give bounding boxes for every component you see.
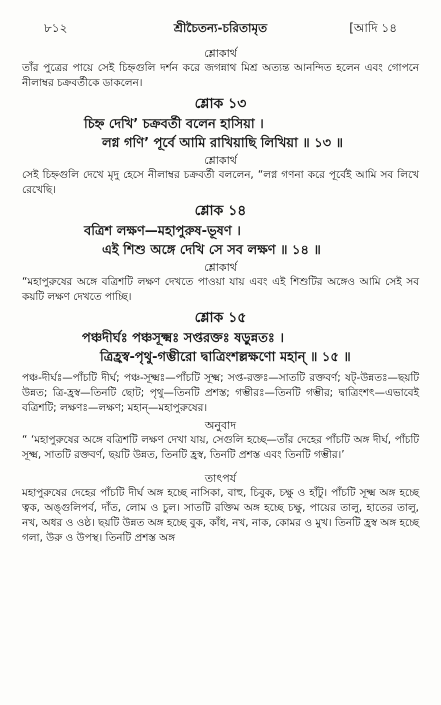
page-number: ৮১২ <box>44 21 68 35</box>
anubad-text: “ ‘মহাপুরুষের অঙ্গে বত্রিশটি লক্ষণ দেখা যায়, সেগুলি হচ্ছে—তাঁর দেহের পাঁচটি অঙ্গ দীর্ঘ, পাঁচটি সূক্ষ্ম, সাতটি রক্তবর্ণ, ছয়টি উন্নত, তিনটি হ্রস্ব, তিনটি প্রশস্ত এবং তিনটি গম্ভীর।’ <box>22 434 419 461</box>
translation-label: শ্লোকার্থ <box>204 154 237 167</box>
translation-label: শ্লোকার্থ <box>204 47 237 60</box>
translation-text: সেই চিহ্নগুলি দেখে মৃদু হেসে নীলাম্বর চক্রবর্তী বললেন, “লগ্ন গণনা করে পূর্বেই আমি সব লিখে রেখেছি। <box>22 169 419 196</box>
translation-text: তাঁর পুত্রের পায়ে সেই চিহ্নগুলি দর্শন করে জগন্নাথ মিশ্র অত্যন্ত আনন্দিত হলেন এবং গোপনে নীলাম্বর চক্রবর্তীকে ডাকলেন। <box>22 62 419 89</box>
chapter-ref: [আদি ১৪ <box>349 21 397 35</box>
translation-text: “মহাপুরুষের অঙ্গে বত্রিশটি লক্ষণ দেখতে পাওয়া যায় এবং এই শিশুটির অঙ্গেও আমি সেই সব কয়টি লক্ষণ দেখতে পাচ্ছি। <box>22 276 419 303</box>
anubad-label: অনুবাদ <box>204 419 237 432</box>
verse-heading: শ্লোক ১৩ <box>194 96 247 112</box>
verse-heading: শ্লোক ১৫ <box>194 310 247 326</box>
verse-line: বত্রিশ লক্ষণ—মহাপুরুষ-ভূষণ । <box>84 224 241 239</box>
book-title: শ্রীচৈতন্য-চরিতামৃত <box>173 21 268 35</box>
verse-heading: শ্লোক ১৪ <box>194 203 247 219</box>
verse-line: এই শিশু অঙ্গে দেখি সে সব লক্ষণ ॥ ১৪ ॥ <box>102 243 321 258</box>
verse-line: পঞ্চদীর্ঘঃ পঞ্চসূক্ষ্মঃ সপ্তরক্তঃ ষড়ুন্নতঃ । <box>82 331 284 346</box>
verse-line: লগ্ন গণি’ পূর্বে আমি রাখিয়াছি লিখিয়া ॥ ১৩ ॥ <box>102 136 344 151</box>
running-header <box>22 0 419 46</box>
translation-label: শ্লোকার্থ <box>204 261 237 274</box>
verse-line: চিহ্ন দেখি’ চক্রবর্তী বলেন হাসিয়া । <box>84 117 264 132</box>
verse-line: ত্রিহ্রস্ব-পৃথু-গম্ভীরো দ্বাত্রিংশল্লক্ষণো মহান্ ॥ ১৫ ॥ <box>100 350 351 365</box>
purport-text: মহাপুরুষের দেহের পাঁচটি দীর্ঘ অঙ্গ হচ্ছে নাসিকা, বাহু, চিবুক, চক্ষু ও হাঁটু। পাঁচটি সূক্ষ্ম অঙ্গ হচ্ছে ত্বক, অঙ্গুলিপর্ব, দাঁত, লোম ও চুল। সাতটি রক্তিম অঙ্গ হচ্ছে চক্ষু, পায়ের তালু, হাতের তালু, নখ, অধর ও ওষ্ঠ। ছয়টি উন্নত অঙ্গ হচ্ছে বুক, কাঁধ, নখ, নাক, কোমর ও মুখ। তিনটি হ্রস্ব অঙ্গ হচ্ছে গলা, উরু ও উপস্থ। তিনটি প্রশস্ত অঙ্গ <box>22 487 419 544</box>
word-meanings: পঞ্চ-দীর্ঘঃ—পাঁচটি দীর্ঘ; পঞ্চ-সূক্ষ্মঃ—পাঁচটি সূক্ষ্ম; সপ্ত-রক্তঃ—সাতটি রক্তবর্ণ; ষট্-উন্নতঃ—ছয়টি উন্নত; ত্রি-হ্রস্ব—তিনটি ছোট; পৃথু—তিনটি প্রশস্ত; গম্ভীরঃ—তিনটি গম্ভীর; দ্বাত্রিংশৎ—এভাবেই বত্রিশটি; লক্ষণঃ—লক্ষণ; মহান্—মহাপুরুষের। <box>22 372 419 414</box>
purport-label: তাৎপর্য <box>204 472 237 485</box>
